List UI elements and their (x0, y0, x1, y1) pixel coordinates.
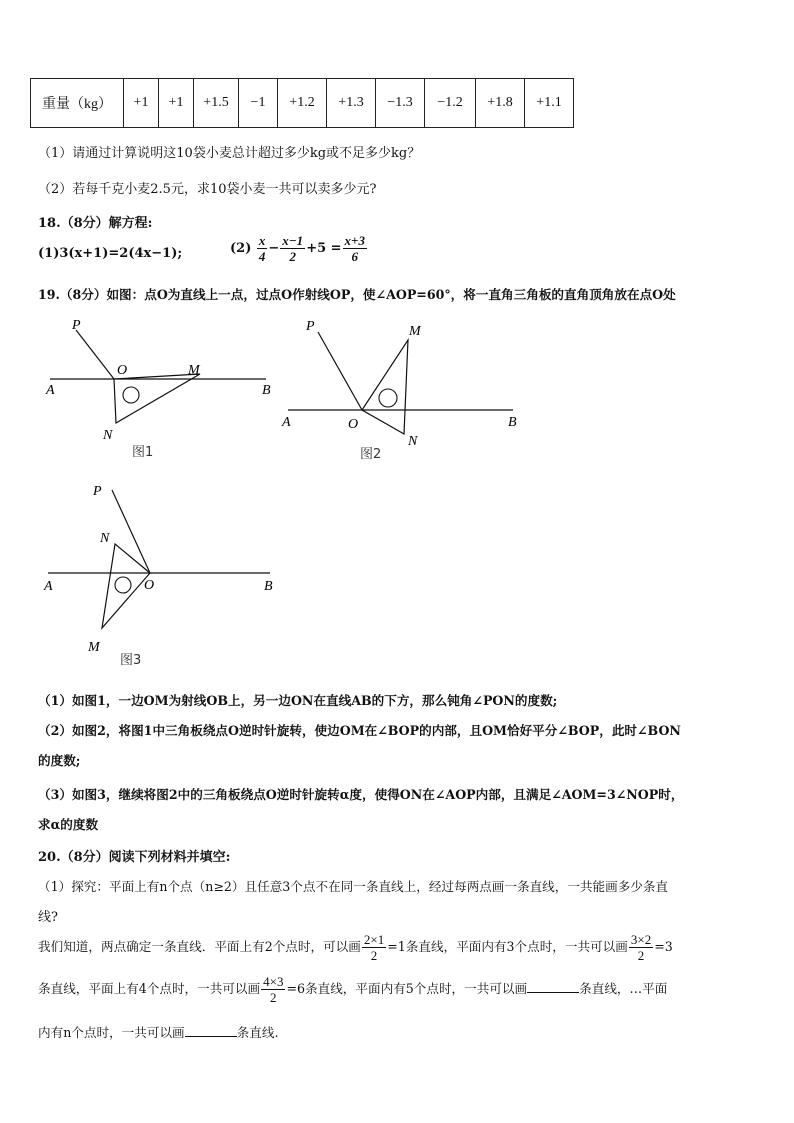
table-cell: +1 (159, 79, 194, 128)
q17-part2: （2）若每千克小麦2.5元，求10袋小麦一共可以卖多少元? (38, 182, 377, 197)
q20-title: 20.（8分）阅读下列材料并填空: (38, 850, 231, 865)
q18-eq2 (230, 233, 368, 264)
q19-part1: （1）如图1，一边OM为射线OB上，另一边ON在直线AB的下方，那么钝角∠PON的度数; (38, 693, 558, 708)
q19-part3-line2: 求α的度数 (38, 817, 99, 832)
fraction: $\frac{x+3}{6}$ (344, 233, 365, 264)
label-b: B (264, 579, 273, 594)
figure-3 (40, 478, 280, 670)
label-n: N (103, 428, 113, 443)
ray-op (76, 330, 114, 379)
q19-part2-line2: 的度数; (38, 753, 81, 768)
answer-blank[interactable] (185, 1024, 237, 1037)
label-b: B (262, 383, 271, 398)
q20-text: =1条直线，平面内有3个点时，一共可以画 (387, 939, 628, 954)
answer-blank[interactable] (527, 980, 579, 993)
q20-text: 条直线. (236, 1025, 279, 1040)
label-a: A (44, 579, 53, 594)
label-b: B (508, 415, 517, 430)
label-m: M (88, 640, 100, 655)
table-header-cell: 重量（kg） (31, 79, 124, 128)
q20-line3 (38, 932, 673, 963)
label-n: N (408, 434, 418, 449)
set-square (114, 374, 200, 423)
q20-line2: 线? (38, 910, 58, 925)
fraction: $\frac{x-1}{2}$ (282, 233, 304, 264)
set-square-hole (379, 389, 397, 407)
q18-eq2-prefix: (2) (230, 241, 252, 256)
minus-sign: − (268, 241, 280, 256)
label-a: A (282, 415, 291, 430)
q20-line1: （1）探究：平面上有n个点（n≥2）且任意3个点不在同一条直线上，经过每两点画一条直线，一共能画多少条直 (38, 879, 669, 894)
q20-text: 条直线，…平面 (579, 981, 668, 996)
table-cell: −1.3 (376, 79, 425, 128)
fraction: $\frac{x}{4}$ (258, 233, 266, 264)
fraction: $\frac{4\times 3}{2}$ (263, 974, 284, 1005)
table-cell: +1.3 (327, 79, 376, 128)
set-square (362, 340, 408, 434)
q17-part1: （1）请通过计算说明这10袋小麦总计超过多少kg或不足多少kg？ (38, 146, 421, 161)
table-cell: −1.2 (425, 79, 476, 128)
q20-text: 条直线，平面上有4个点时，一共可以画 (38, 981, 261, 996)
q18-eq1: (1)3(x+1)=2(4x−1); (38, 246, 183, 261)
ray-op (112, 490, 150, 573)
figure-1 (40, 312, 280, 462)
q19-title: 19.（8分）如图：点O为直线上一点，过点O作射线OP，使∠AOP=60°，将一直角三角板的直角顶角放在点O处 (38, 287, 676, 302)
q20-line5 (38, 1022, 278, 1041)
label-m: M (188, 363, 200, 378)
label-n: N (100, 531, 110, 546)
table-row (31, 79, 574, 128)
set-square-hole (123, 387, 139, 403)
label-a: A (46, 383, 55, 398)
figure-2-caption: 图2 (360, 447, 382, 462)
figure-1-caption: 图1 (132, 445, 154, 460)
q18-title: 18.（8分）解方程: (38, 216, 153, 231)
label-p: P (93, 484, 102, 499)
label-o: O (348, 417, 359, 432)
plus-five: +5 = (306, 241, 342, 256)
q19-part2-line1: （2）如图2，将图1中三角板绕点O逆时针旋转，使边OM在∠BOP的内部，且OM恰好平分∠BOP，此时∠BON (38, 723, 681, 738)
label-o: O (117, 363, 128, 378)
q20-text: =6条直线，平面内有5个点时，一共可以画 (286, 981, 528, 996)
figure-2 (278, 312, 528, 464)
table-cell: −1 (239, 79, 278, 128)
table-cell: +1.1 (525, 79, 574, 128)
figure-3-caption: 图3 (120, 653, 142, 668)
table-cell: +1.2 (278, 79, 327, 128)
table-cell: +1.8 (476, 79, 525, 128)
label-p: P (306, 319, 315, 334)
table-cell: +1.5 (194, 79, 239, 128)
label-o: O (144, 578, 155, 593)
set-square-hole (115, 577, 131, 593)
label-p: P (72, 318, 81, 333)
fraction: $\frac{3\times 2}{2}$ (630, 932, 652, 963)
q20-text: 内有n个点时，一共可以画 (38, 1025, 185, 1040)
q20-line4 (38, 974, 667, 1005)
ray-op (318, 332, 362, 410)
fraction: $\frac{2\times 1}{2}$ (363, 932, 385, 963)
weight-table (30, 78, 574, 128)
q19-part3-line1: （3）如图3，继续将图2中的三角板绕点O逆时针旋转α度，使得ON在∠AOP内部，且满足∠AOM=3∠NOP时， (38, 787, 684, 802)
table-cell: +1 (124, 79, 159, 128)
q20-text: =3 (654, 939, 673, 954)
label-m: M (409, 324, 421, 339)
q20-text: 我们知道，两点确定一条直线．平面上有2个点时，可以画 (38, 939, 361, 954)
